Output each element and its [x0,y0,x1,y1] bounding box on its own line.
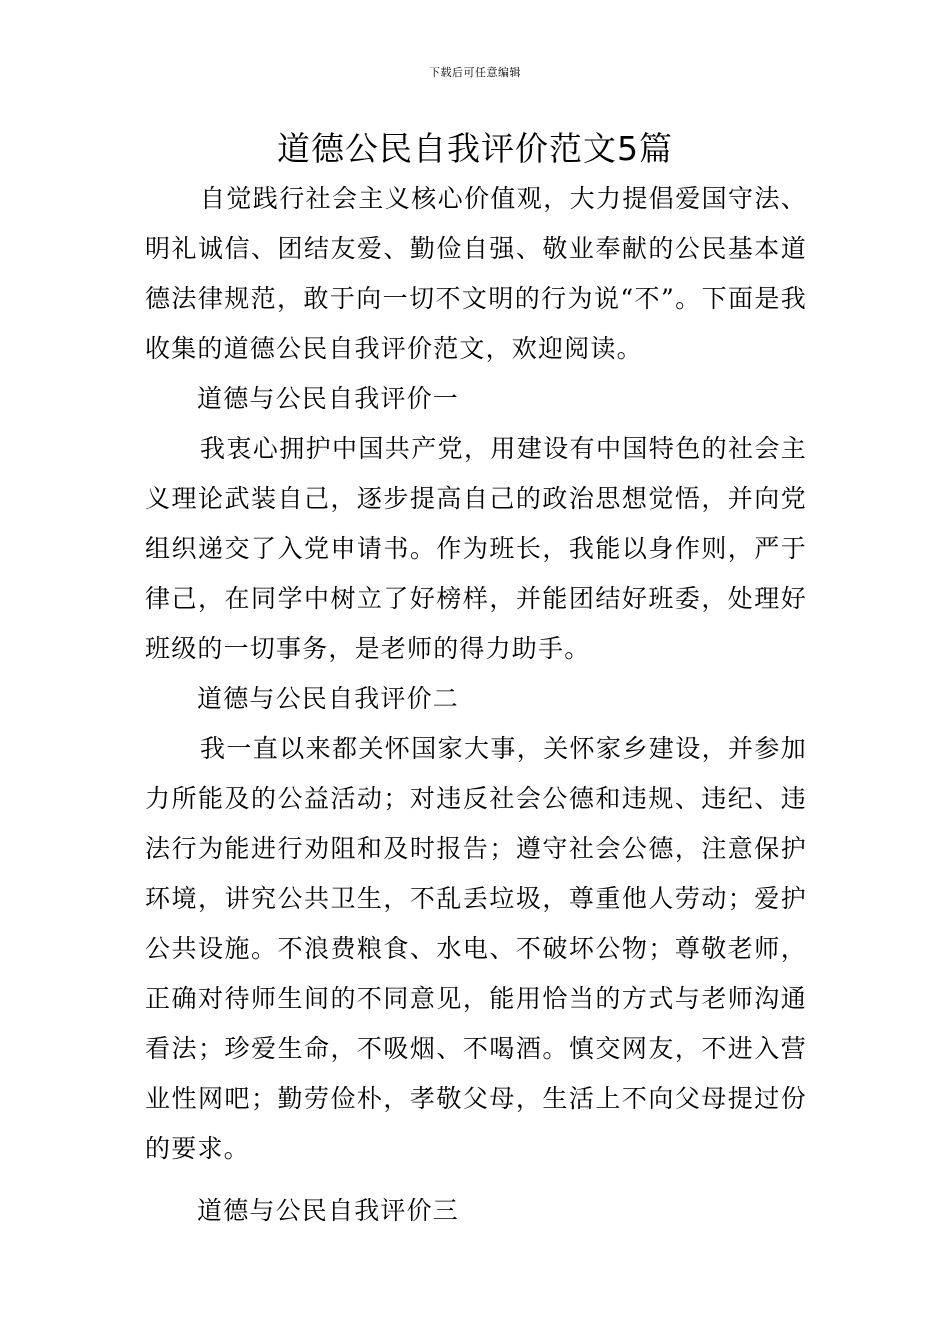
document-body [145,174,807,1236]
section-heading-1: 道德与公民自我评价一 [197,384,460,413]
section-heading-3: 道德与公民自我评价三 [197,1196,460,1225]
section-body-2: 我一直以来都关怀国家大事，关怀家乡建设，并参加力所能及的公益活动；对违反社会公德和违规、违纪、违法行为能进行劝阻和及时报告；遵守社会公德，注意保护环境，讲究公共卫生，不乱丢垃圾，尊重他人劳动；爱护公共设施。不浪费粮食、水电、不破坏公物；尊敬老师，正确对待师生间的不同意见，能用恰当的方式与老师沟通看法；珍爱生命，不吸烟、不喝酒。慎交网友，不进入营业性网吧；勤劳俭朴，孝敬父母，生活上不向父母提过份的要求。 [145,734,807,1163]
document-title: 道德公民自我评价范文5篇 [277,129,673,168]
page-header-note: 下载后可任意编辑 [429,66,521,79]
section-heading-2: 道德与公民自我评价二 [197,684,460,713]
section-body-1: 我衷心拥护中国共产党，用建设有中国特色的社会主义理论武装自己，逐步提高自己的政治思想觉悟，并向党组织递交了入党申请书。作为班长，我能以身作则，严于律己，在同学中树立了好榜样，并能团结好班委，处理好班级的一切事务，是老师的得力助手。 [145,434,807,663]
intro-paragraph: 自觉践行社会主义核心价值观，大力提倡爱国守法、明礼诚信、团结友爱、勤俭自强、敬业奉献的公民基本道德法律规范，敢于向一切不文明的行为说“不”。下面是我收集的道德公民自我评价范文，欢迎阅读。 [145,184,807,363]
